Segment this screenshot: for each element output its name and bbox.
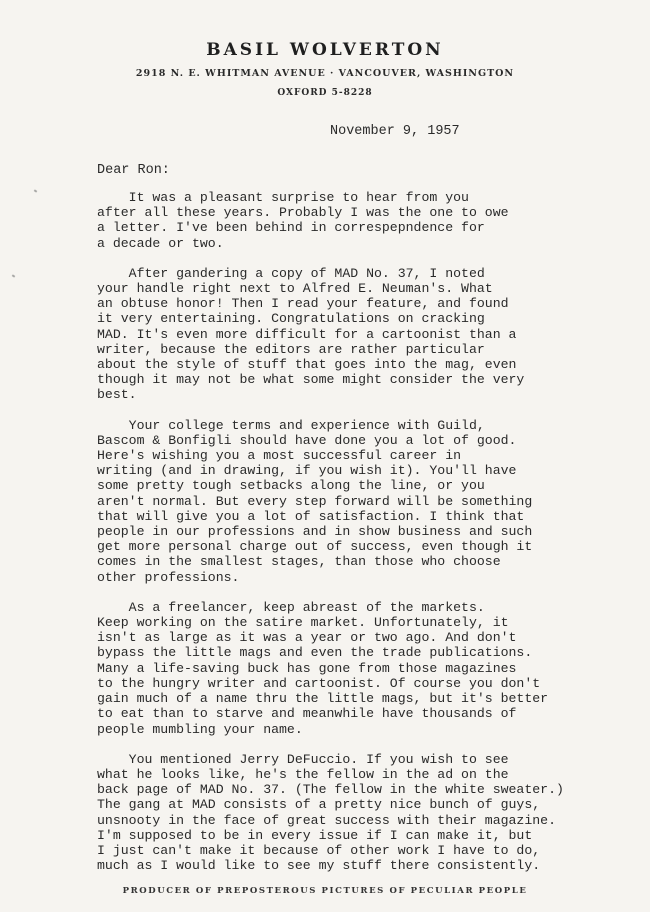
letter-paragraph [97,600,617,737]
letter-line: The gang at MAD consists of a pretty nice bunch of guys, [97,797,541,813]
paper-speck [12,274,16,277]
letter-line: about the style of stuff that goes into the mag, even [97,357,517,373]
letter-line: isn't as large as it was a year or two ago. And don't [97,630,517,646]
letter-line: to eat than to starve and meanwhile have thousands of [97,706,517,722]
letter-line: As a freelancer, keep abreast of the markets. [97,599,485,615]
letter-paragraph [97,266,617,403]
letter-line: comes in the smallest stages, than those who choose [97,554,501,570]
letterhead-address: 2918 N. E. WHITMAN AVENUE · VANCOUVER, WASHINGTON [135,68,515,79]
letter-line: some pretty tough setbacks along the line, or you [97,478,485,494]
letter-line: an obtuse honor! Then I read your feature, and found [97,296,509,312]
letter-line: it very entertaining. Congratulations on cracking [97,311,485,327]
letter-line: aren't normal. But every step forward will be something [97,493,533,509]
letter-line: other professions. [97,569,240,585]
letter-line: Many a life-saving buck has gone from those magazines [97,660,517,676]
letter-line: people mumbling your name. [97,721,303,737]
letter-line: what he looks like, he's the fellow in the ad on the [97,766,509,782]
letter-line: get more personal charge out of success, even though it [97,539,533,555]
letter-line: Here's wishing you a most successful career in [97,448,462,464]
letter-line: writing (and in drawing, if you wish it). You'll have [97,463,517,479]
letter-line: unsnooty in the face of great success with their magazine. [97,812,556,828]
letter-line: MAD. It's even more difficult for a cartoonist than a [97,326,517,342]
letter-paragraph [97,190,617,251]
letter-line: back page of MAD No. 37. (The fellow in the white sweater.) [97,782,564,798]
salutation: Dear Ron: [97,163,170,178]
letter-line: that will give you a lot of satisfaction. I think that [97,508,525,524]
letterhead-footer: PRODUCER OF PREPOSTEROUS PICTURES OF PECULIAR PEOPLE [122,886,528,896]
letter-line: to the hungry writer and cartoonist. Of course you don't [97,675,541,691]
letter-line: gain much of a name thru the little mags, but it's better [97,691,549,707]
letter-line: After gandering a copy of MAD No. 37, I noted [97,265,485,281]
letter-line: much as I would like to see my stuff there consistently. [97,858,541,874]
letter-body [97,190,617,888]
letter-line: I just can't make it because of other work I have to do, [97,842,541,858]
paper-speck [34,189,38,192]
letter-line: after all these years. Probably I was the one to owe [97,205,509,221]
letter-paragraph [97,752,617,874]
letter-line: Your college terms and experience with Guild, [97,417,485,433]
letterhead-phone: OXFORD 5-8228 [277,88,373,98]
letter-line: I'm supposed to be in every issue if I can make it, but [97,827,533,843]
letterhead-name: BASIL WOLVERTON [206,40,444,60]
letter-paragraph [97,418,617,585]
letter-line: people in our professions and in show business and such [97,524,533,540]
letter-line: writer, because the editors are rather particular [97,341,485,357]
letter-line: a letter. I've been behind in correspepndence for [97,220,485,236]
letter-line: bypass the little mags and even the trade publications. [97,645,533,661]
letter-line: Bascom & Bonfigli should have done you a lot of good. [97,432,517,448]
letter-line: your handle right next to Alfred E. Neuman's. What [97,281,493,297]
letter-line: though it may not be what some might consider the very [97,372,525,388]
letter-line: a decade or two. [97,235,224,251]
letter-line: It was a pleasant surprise to hear from you [97,190,469,205]
letter-line: best. [97,387,137,403]
letter-line: You mentioned Jerry DeFuccio. If you wish to see [97,751,509,767]
letter-date: November 9, 1957 [330,124,460,139]
letter-line: Keep working on the satire market. Unfortunately, it [97,615,509,631]
